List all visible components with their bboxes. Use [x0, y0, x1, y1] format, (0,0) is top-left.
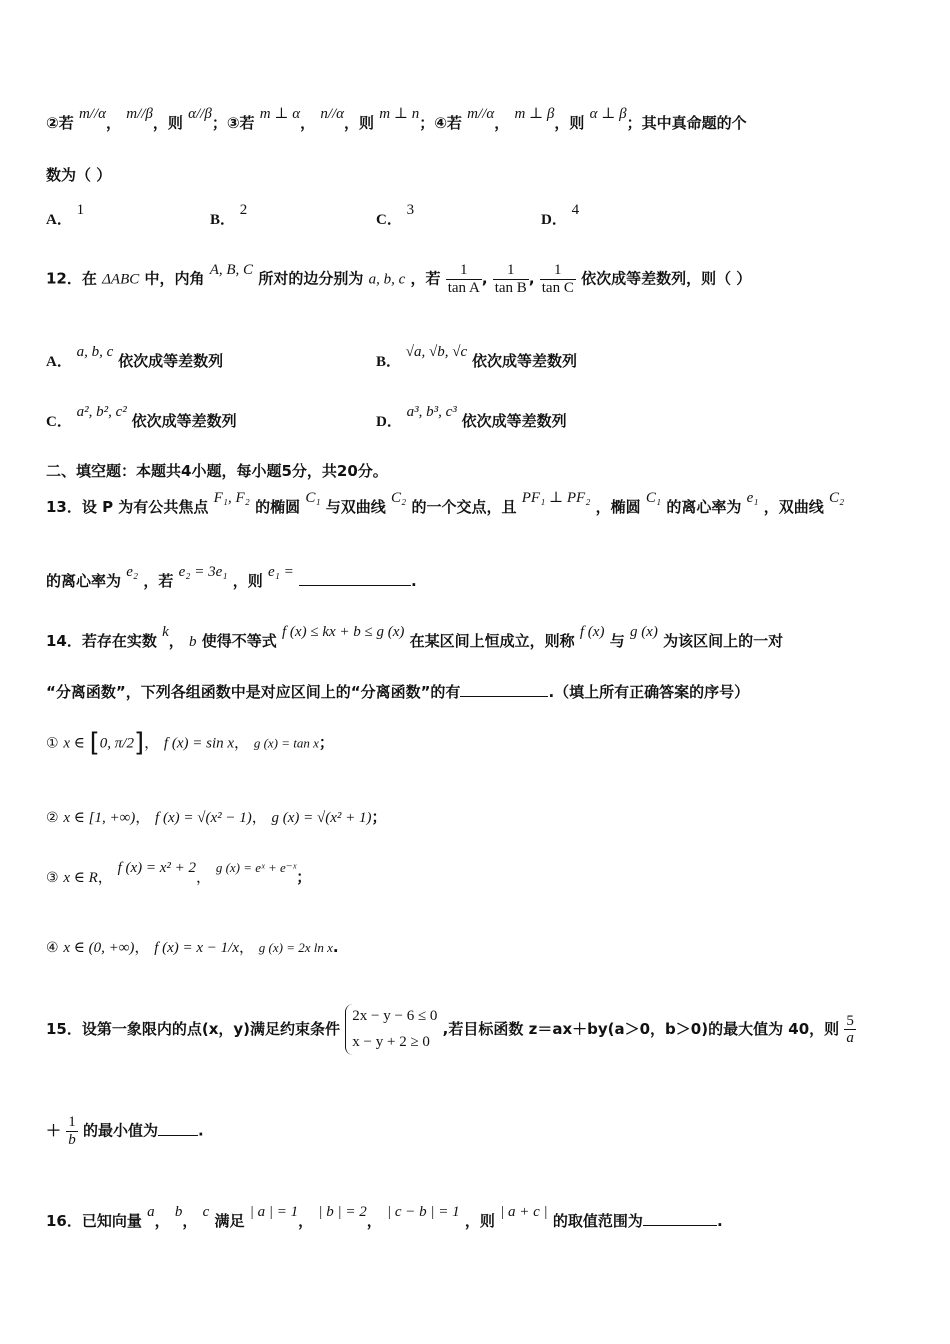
q12-option-c[interactable] — [46, 404, 237, 431]
section-title: 二、填空题：本题共4小题，每小题5分，共20分。 — [46, 462, 388, 480]
math-expr: k — [162, 624, 169, 640]
q16-text: ， — [154, 1212, 170, 1230]
math-expr: g (x) = tan x — [253, 735, 319, 751]
option-label: C． — [46, 414, 72, 430]
section-heading — [46, 460, 904, 481]
q15-text: 的最小值为 — [82, 1121, 158, 1140]
option-label: B． — [210, 212, 236, 228]
q13-text: ，椭圆 — [595, 498, 641, 516]
math-expr: F₁, F₂ — [213, 490, 250, 506]
q13-text: ，若 — [143, 572, 174, 590]
fraction-numerator: 1 — [460, 262, 468, 278]
option-value: 2 — [239, 202, 248, 218]
q12-text: 中，内角 — [144, 269, 205, 288]
option-math: a, b, c — [76, 344, 114, 360]
math-expr: A, B, C — [209, 261, 254, 278]
math-expr: b — [174, 1204, 183, 1220]
math-expr: f (x) — [579, 624, 605, 640]
q11-line1 — [46, 106, 904, 133]
item-number: ③ — [46, 870, 59, 886]
math-expr: g (x) = eˣ + e⁻ˣ — [215, 860, 297, 875]
q14-item-3: ③ x ∈ R， f (x) = x² + 2， g (x) = eˣ + e⁻ˣ； — [46, 860, 312, 886]
answer-blank[interactable] — [158, 1135, 198, 1136]
math-expr: 0, π/2 — [99, 735, 134, 752]
constraint-system — [345, 1004, 437, 1055]
math-expr: C₂ — [391, 490, 407, 506]
fraction-denominator: a — [846, 1030, 854, 1046]
option-label: B． — [376, 354, 402, 370]
option-math: a³, b³, c³ — [406, 404, 457, 420]
option-label: D． — [541, 212, 567, 228]
constraint-1: 2x − y − 6 ≤ 0 — [352, 1008, 438, 1024]
option-label: A． — [46, 354, 72, 370]
fraction — [493, 262, 529, 296]
q13-text: 的离心率为 — [666, 498, 742, 516]
option-label: D． — [376, 414, 402, 430]
math-expr: α//β — [188, 106, 212, 122]
math-expr: ΔABC — [102, 271, 140, 288]
math-expr: e₁ = — [267, 564, 294, 580]
fraction — [540, 262, 576, 296]
q14-text: 14．若存在实数 — [46, 632, 157, 650]
q11-text: 数为（ ） — [46, 166, 112, 184]
math-expr: m//α — [467, 106, 495, 122]
q11-line2 — [46, 164, 904, 185]
math-expr: m ⊥ α — [259, 106, 301, 122]
math-expr: m//α — [78, 106, 106, 122]
q14-text: 使得不等式 — [201, 632, 277, 650]
fraction-numerator: 1 — [68, 1114, 76, 1130]
math-expr: e₂ — [126, 564, 139, 580]
q14-line1 — [46, 624, 904, 651]
q12-option-a[interactable] — [46, 344, 224, 371]
math-expr: f (x) ≤ kx + b ≤ g (x) — [282, 624, 405, 640]
option-value: 3 — [406, 202, 415, 218]
q11-text: ， — [300, 114, 316, 132]
q16-text: ， — [366, 1212, 382, 1230]
q13-text: ，则 — [232, 572, 263, 590]
q11-text: ， — [494, 114, 510, 132]
math-expr: f (x) = sin x — [163, 735, 235, 752]
option-math: √a, √b, √c — [405, 344, 468, 360]
option-text: 依次成等差数列 — [118, 352, 224, 370]
math-expr: e₁ — [746, 490, 759, 506]
math-expr: g (x) — [629, 624, 658, 640]
fraction-denominator: b — [68, 1131, 76, 1148]
q15-text: ,若目标函数 z＝ax＋by(a＞0，b＞0)的最大值为 40，则 — [442, 1020, 840, 1038]
q13-text: . — [410, 572, 417, 590]
q14-text: ； — [318, 733, 334, 752]
q12-text: 所对的边分别为 — [258, 269, 364, 288]
q12-stem: 12．在 ΔABC 中，内角 A, B, C 所对的边分别为 a, b, c ，若 $\frac{1}{\text{tan A}}$ , $\frac{1}{\text{tan B}}$ , $\frac{1}{\text{tan C}}$ 依次成等差数列，则（ ） — [46, 261, 752, 296]
q12-text: 12．在 — [46, 269, 97, 288]
option-text: 依次成等差数列 — [461, 412, 567, 430]
q11-text: ；③若 — [211, 114, 255, 132]
q11-option-c[interactable] — [376, 202, 415, 229]
math-expr: b — [189, 634, 197, 650]
q14-text: . — [332, 938, 339, 956]
q14-item-1: ① x ∈ [0, π/2]， f (x) = sin x， g (x) = tan x； — [46, 728, 334, 758]
bracket-open: [ — [89, 728, 100, 758]
q13-text: ，双曲线 — [763, 498, 824, 516]
fraction-denominator: tan C — [541, 279, 574, 296]
bracket-close: ] — [133, 728, 145, 758]
q16-text: 满足 — [214, 1212, 245, 1230]
math-expr: | b | = 2 — [318, 1204, 367, 1220]
q11-text: ，则 — [152, 114, 183, 132]
q15-text: . — [198, 1121, 204, 1140]
q13-text: 与双曲线 — [325, 498, 386, 516]
option-math: a², b², c² — [76, 404, 127, 420]
math-expr: a — [147, 1204, 155, 1220]
q13-text: 的椭圆 — [255, 498, 301, 516]
q11-text: ， — [105, 114, 121, 132]
math-expr: x ∈ (0, +∞) — [63, 940, 135, 956]
answer-blank[interactable] — [643, 1225, 717, 1226]
q15-line1 — [46, 1004, 904, 1055]
fraction-numerator: 1 — [554, 262, 562, 278]
q11-text: ；其中真命题的个 — [626, 114, 747, 132]
option-value: 1 — [76, 202, 85, 218]
q11-text: ；④若 — [419, 114, 462, 132]
q14-text: “分离函数”，下列各组函数中是对应区间上的“分离函数”的有 — [46, 683, 461, 701]
math-expr: g (x) = √(x² + 1) — [271, 810, 372, 826]
q11-option-b[interactable] — [210, 202, 248, 229]
q14-text: .（填上所有正确答案的序号） — [548, 683, 750, 701]
q16-text: 16．已知向量 — [46, 1212, 142, 1230]
option-label: A． — [46, 212, 72, 228]
math-expr: c — [202, 1204, 210, 1220]
math-expr: C₂ — [829, 490, 845, 506]
q12-text: ，若 — [410, 269, 441, 288]
option-text: 依次成等差数列 — [471, 352, 577, 370]
q11-option-d[interactable] — [541, 202, 580, 229]
option-value: 4 — [571, 202, 580, 218]
q15-text: ＋ — [46, 1121, 62, 1140]
q13-text: 13．设 P 为有公共焦点 — [46, 498, 209, 516]
q11-option-a[interactable] — [46, 202, 85, 229]
math-expr: | a + c | — [500, 1204, 548, 1220]
item-number: ④ — [46, 940, 59, 956]
fraction — [844, 1013, 856, 1047]
math-expr: C₁ — [645, 490, 662, 506]
q13-line2 — [46, 564, 904, 591]
math-expr: f (x) = √(x² − 1) — [155, 810, 252, 826]
fraction-denominator: tan B — [494, 279, 527, 296]
fraction-numerator: 5 — [846, 1012, 854, 1029]
math-expr: a, b, c — [368, 271, 406, 288]
math-expr: m ⊥ β — [514, 106, 555, 122]
q14-text: ， — [168, 632, 184, 650]
answer-blank[interactable] — [299, 585, 411, 586]
math-expr: PF₁ ⊥ PF₂ — [521, 490, 591, 506]
math-expr: | c − b | = 1 — [387, 1204, 460, 1220]
q11-text: ，则 — [344, 114, 375, 132]
q14-text: ； — [296, 868, 312, 886]
option-text: 依次成等差数列 — [131, 412, 237, 430]
item-number: ② — [46, 810, 59, 826]
q16-text: 的取值范围为 — [552, 1212, 643, 1230]
q12-option-d[interactable] — [376, 404, 567, 431]
q14-text: ； — [371, 808, 387, 826]
math-expr: α ⊥ β — [589, 106, 627, 122]
option-label: C． — [376, 212, 402, 228]
fraction-numerator: 1 — [507, 262, 515, 278]
math-expr: | a | = 1 — [249, 1204, 299, 1220]
math-expr: x ∈ — [63, 735, 85, 752]
math-expr: g (x) = 2x ln x — [258, 940, 333, 955]
math-expr: x ∈ R — [63, 870, 98, 886]
q13-line1 — [46, 490, 904, 517]
math-expr: C₁ — [305, 490, 321, 506]
q12-text: 依次成等差数列，则（ ） — [581, 269, 752, 288]
item-number: ① — [46, 735, 59, 752]
q14-item-2: ② x ∈ [1, +∞)， f (x) = √(x² − 1)， g (x) = √(x² + 1)； — [46, 808, 387, 826]
q13-text: 的离心率为 — [46, 572, 122, 590]
math-expr: x ∈ [1, +∞) — [63, 810, 136, 826]
fraction — [66, 1114, 78, 1148]
math-expr: m//β — [126, 106, 153, 122]
math-expr: f (x) = x² + 2 — [117, 860, 197, 876]
q11-text: ②若 — [46, 114, 74, 132]
math-expr: m ⊥ n — [379, 106, 420, 122]
q16-text: . — [716, 1212, 723, 1230]
q16-text: ， — [182, 1212, 198, 1230]
math-expr: e₂ = 3e₁ — [178, 564, 228, 580]
q12-option-b[interactable] — [376, 344, 577, 371]
q15-line2 — [46, 1114, 904, 1148]
q14-item-4: ④ x ∈ (0, +∞)， f (x) = x − 1/x， g (x) = 2x ln x. — [46, 938, 339, 956]
q14-text: 与 — [609, 632, 625, 650]
answer-blank[interactable] — [460, 696, 548, 697]
fraction — [446, 262, 482, 296]
fraction-denominator: tan A — [447, 279, 480, 296]
q16-text: ，则 — [464, 1212, 495, 1230]
q14-text: 为该区间上的一对 — [663, 632, 784, 650]
math-expr: n//α — [320, 106, 345, 122]
q16-line — [46, 1204, 904, 1231]
q15-text: 15．设第一象限内的点(x，y)满足约束条件 — [46, 1020, 341, 1038]
q13-text: 的一个交点，且 — [411, 498, 517, 516]
q14-line2 — [46, 681, 904, 702]
q11-text: ，则 — [554, 114, 585, 132]
math-expr: f (x) = x − 1/x — [154, 940, 239, 956]
q16-text: ， — [298, 1212, 314, 1230]
constraint-2: x − y + 2 ≥ 0 — [352, 1033, 430, 1050]
q14-text: 在某区间上恒成立，则称 — [409, 632, 575, 650]
